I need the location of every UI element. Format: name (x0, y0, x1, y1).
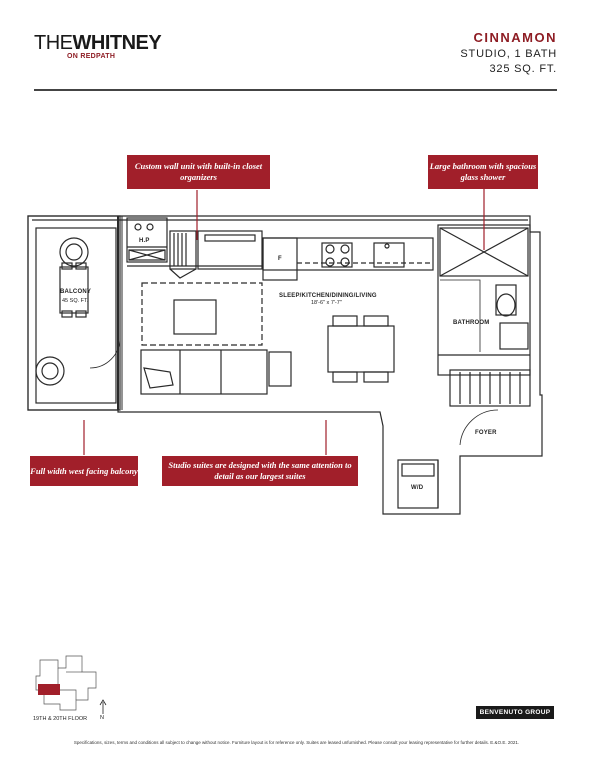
label-main-room-dims: 18'-6" x 7'-7" (311, 300, 342, 306)
label-main-room: SLEEP/KITCHEN/DINING/LIVING (279, 293, 377, 299)
balcony-plant (36, 357, 64, 385)
callout-suites: Studio suites are designed with the same attention to detail as our largest suites (162, 456, 358, 486)
wall-unit (198, 231, 262, 269)
suite-name: CINNAMON (473, 30, 557, 45)
brand-whitney: WHITNEY (72, 32, 162, 54)
rug (142, 283, 262, 345)
label-fridge: F (278, 256, 282, 262)
suite-area: 325 SQ. FT. (489, 63, 557, 75)
label-wd: W/D (411, 485, 424, 491)
label-balcony: BALCONY (60, 289, 92, 295)
dining-table (328, 326, 394, 372)
bed-table (174, 300, 216, 334)
benvenuto-logo: BENVENUTO GROUP (476, 706, 554, 719)
callout-bathroom: Large bathroom with spacious glass shower (428, 155, 538, 189)
sofa (141, 350, 267, 394)
label-foyer: FOYER (475, 430, 497, 436)
keyplan-floor-label: 19TH & 20TH FLOOR (33, 716, 88, 722)
washer-dryer (398, 460, 438, 508)
toilet (496, 285, 516, 315)
keyplan (36, 656, 96, 710)
label-balcony-area: 45 SQ. FT. (62, 298, 89, 304)
callout-balcony: Full width west facing balcony (30, 456, 138, 486)
north-label: N (100, 715, 104, 721)
brand-the: THE (34, 32, 73, 54)
brand-subtitle: ON REDPATH (67, 53, 116, 60)
callout-wall-unit: Custom wall unit with built-in closet organizers (127, 155, 270, 189)
balcony-chair-top (60, 238, 88, 266)
label-hp: H.P (139, 238, 150, 244)
suite-type: STUDIO, 1 BATH (460, 48, 557, 60)
keyplan-highlight (38, 684, 60, 695)
bath-vanity (500, 323, 528, 349)
disclaimer-text: Specifications, sizes, terms and conditions all subject to change without notice. Furniture layout is for reference only. Suites are leased unfurnished. Please consult your leasing representative for further details. E.&O.E. 2021. (73, 740, 520, 745)
label-bathroom: BATHROOM (453, 320, 490, 326)
